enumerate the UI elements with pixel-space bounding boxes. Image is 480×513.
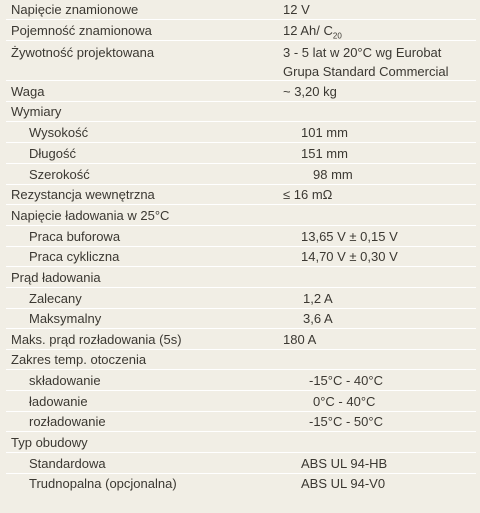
- spec-label: Waga: [11, 84, 45, 99]
- spec-row-standard-casing: [6, 453, 476, 474]
- spec-value: 1,2 A: [303, 291, 333, 306]
- spec-label: rozładowanie: [29, 414, 106, 429]
- spec-label: Typ obudowy: [11, 435, 88, 450]
- spec-value: 101 mm: [301, 125, 348, 140]
- spec-row-nominal-voltage: [6, 0, 476, 20]
- spec-value: 151 mm: [301, 146, 348, 161]
- spec-row-weight: [6, 81, 476, 102]
- spec-row-nominal-capacity: [6, 20, 476, 41]
- spec-label: Maks. prąd rozładowania (5s): [11, 332, 182, 347]
- spec-value: [283, 20, 476, 41]
- spec-value: [283, 205, 476, 226]
- spec-value-line-1: 3 - 5 lat w 20°C wg Eurobat: [283, 45, 442, 60]
- spec-value: 98 mm: [313, 167, 353, 182]
- spec-value-line-2: Grupa Standard Commercial: [283, 64, 449, 79]
- spec-label: Rezystancja wewnętrzna: [11, 187, 155, 202]
- spec-row-charge-voltage-header: [6, 205, 476, 226]
- spec-row-width: [6, 164, 476, 185]
- spec-value: [283, 41, 476, 81]
- spec-label: Trudnopalna (opcjonalna): [29, 476, 177, 491]
- spec-label: Praca buforowa: [29, 229, 121, 244]
- spec-value: ≤ 16 mΩ: [283, 187, 333, 202]
- spec-row-cyclic-charge: [6, 247, 476, 267]
- spec-row-charge-current-header: [6, 267, 476, 288]
- spec-label: Wymiary: [11, 104, 62, 119]
- specification-table: [6, 0, 476, 493]
- spec-label: Praca cykliczna: [29, 249, 120, 264]
- spec-row-recommended-current: [6, 288, 476, 309]
- spec-row-max-current: [6, 309, 476, 329]
- spec-row-flame-retardant-casing: [6, 474, 476, 493]
- spec-value: -15°C - 50°C: [309, 414, 383, 429]
- spec-row-storage-temp: [6, 370, 476, 391]
- spec-value: [283, 267, 476, 288]
- spec-row-length: [6, 143, 476, 164]
- spec-row-height: [6, 122, 476, 143]
- spec-row-charge-temp: [6, 391, 476, 412]
- spec-value: [283, 350, 476, 370]
- spec-label: ładowanie: [29, 394, 88, 409]
- spec-row-ambient-temp-header: [6, 350, 476, 370]
- spec-value: ~ 3,20 kg: [283, 84, 337, 99]
- spec-label: Zalecany: [29, 291, 82, 306]
- spec-row-design-life: [6, 41, 476, 81]
- spec-value-main: 12 Ah/ C: [283, 23, 333, 38]
- spec-value: 14,70 V ± 0,30 V: [301, 249, 398, 264]
- spec-value: ABS UL 94-V0: [301, 476, 386, 491]
- spec-row-float-charge: [6, 226, 476, 247]
- spec-label: Zakres temp. otoczenia: [11, 352, 147, 367]
- spec-label: Napięcie ładowania w 25°C: [11, 208, 170, 223]
- spec-label: Napięcie znamionowe: [11, 2, 139, 17]
- spec-value: ABS UL 94-HB: [301, 456, 388, 471]
- spec-label: Szerokość: [29, 167, 90, 182]
- spec-label: Pojemność znamionowa: [11, 23, 152, 38]
- spec-label: Prąd ładowania: [11, 270, 101, 285]
- spec-value: 12 V: [283, 2, 310, 17]
- spec-value: -15°C - 40°C: [309, 373, 383, 388]
- spec-row-max-discharge-current: [6, 329, 476, 350]
- spec-row-dimensions-header: [6, 102, 476, 122]
- spec-label: Wysokość: [29, 125, 89, 140]
- spec-value: [283, 432, 476, 453]
- spec-value: 180 A: [283, 332, 317, 347]
- spec-row-internal-resistance: [6, 185, 476, 205]
- spec-row-discharge-temp: [6, 412, 476, 432]
- spec-label: Żywotność projektowana: [11, 45, 155, 60]
- spec-value-subscript: 20: [332, 31, 342, 41]
- spec-value: 0°C - 40°C: [313, 394, 376, 409]
- spec-value: 13,65 V ± 0,15 V: [301, 229, 398, 244]
- spec-label: Długość: [29, 146, 76, 161]
- spec-label: Maksymalny: [29, 311, 102, 326]
- spec-value: 3,6 A: [303, 311, 333, 326]
- spec-row-casing-header: [6, 432, 476, 453]
- spec-value: [283, 102, 476, 122]
- spec-label: Standardowa: [29, 456, 106, 471]
- spec-label: składowanie: [29, 373, 101, 388]
